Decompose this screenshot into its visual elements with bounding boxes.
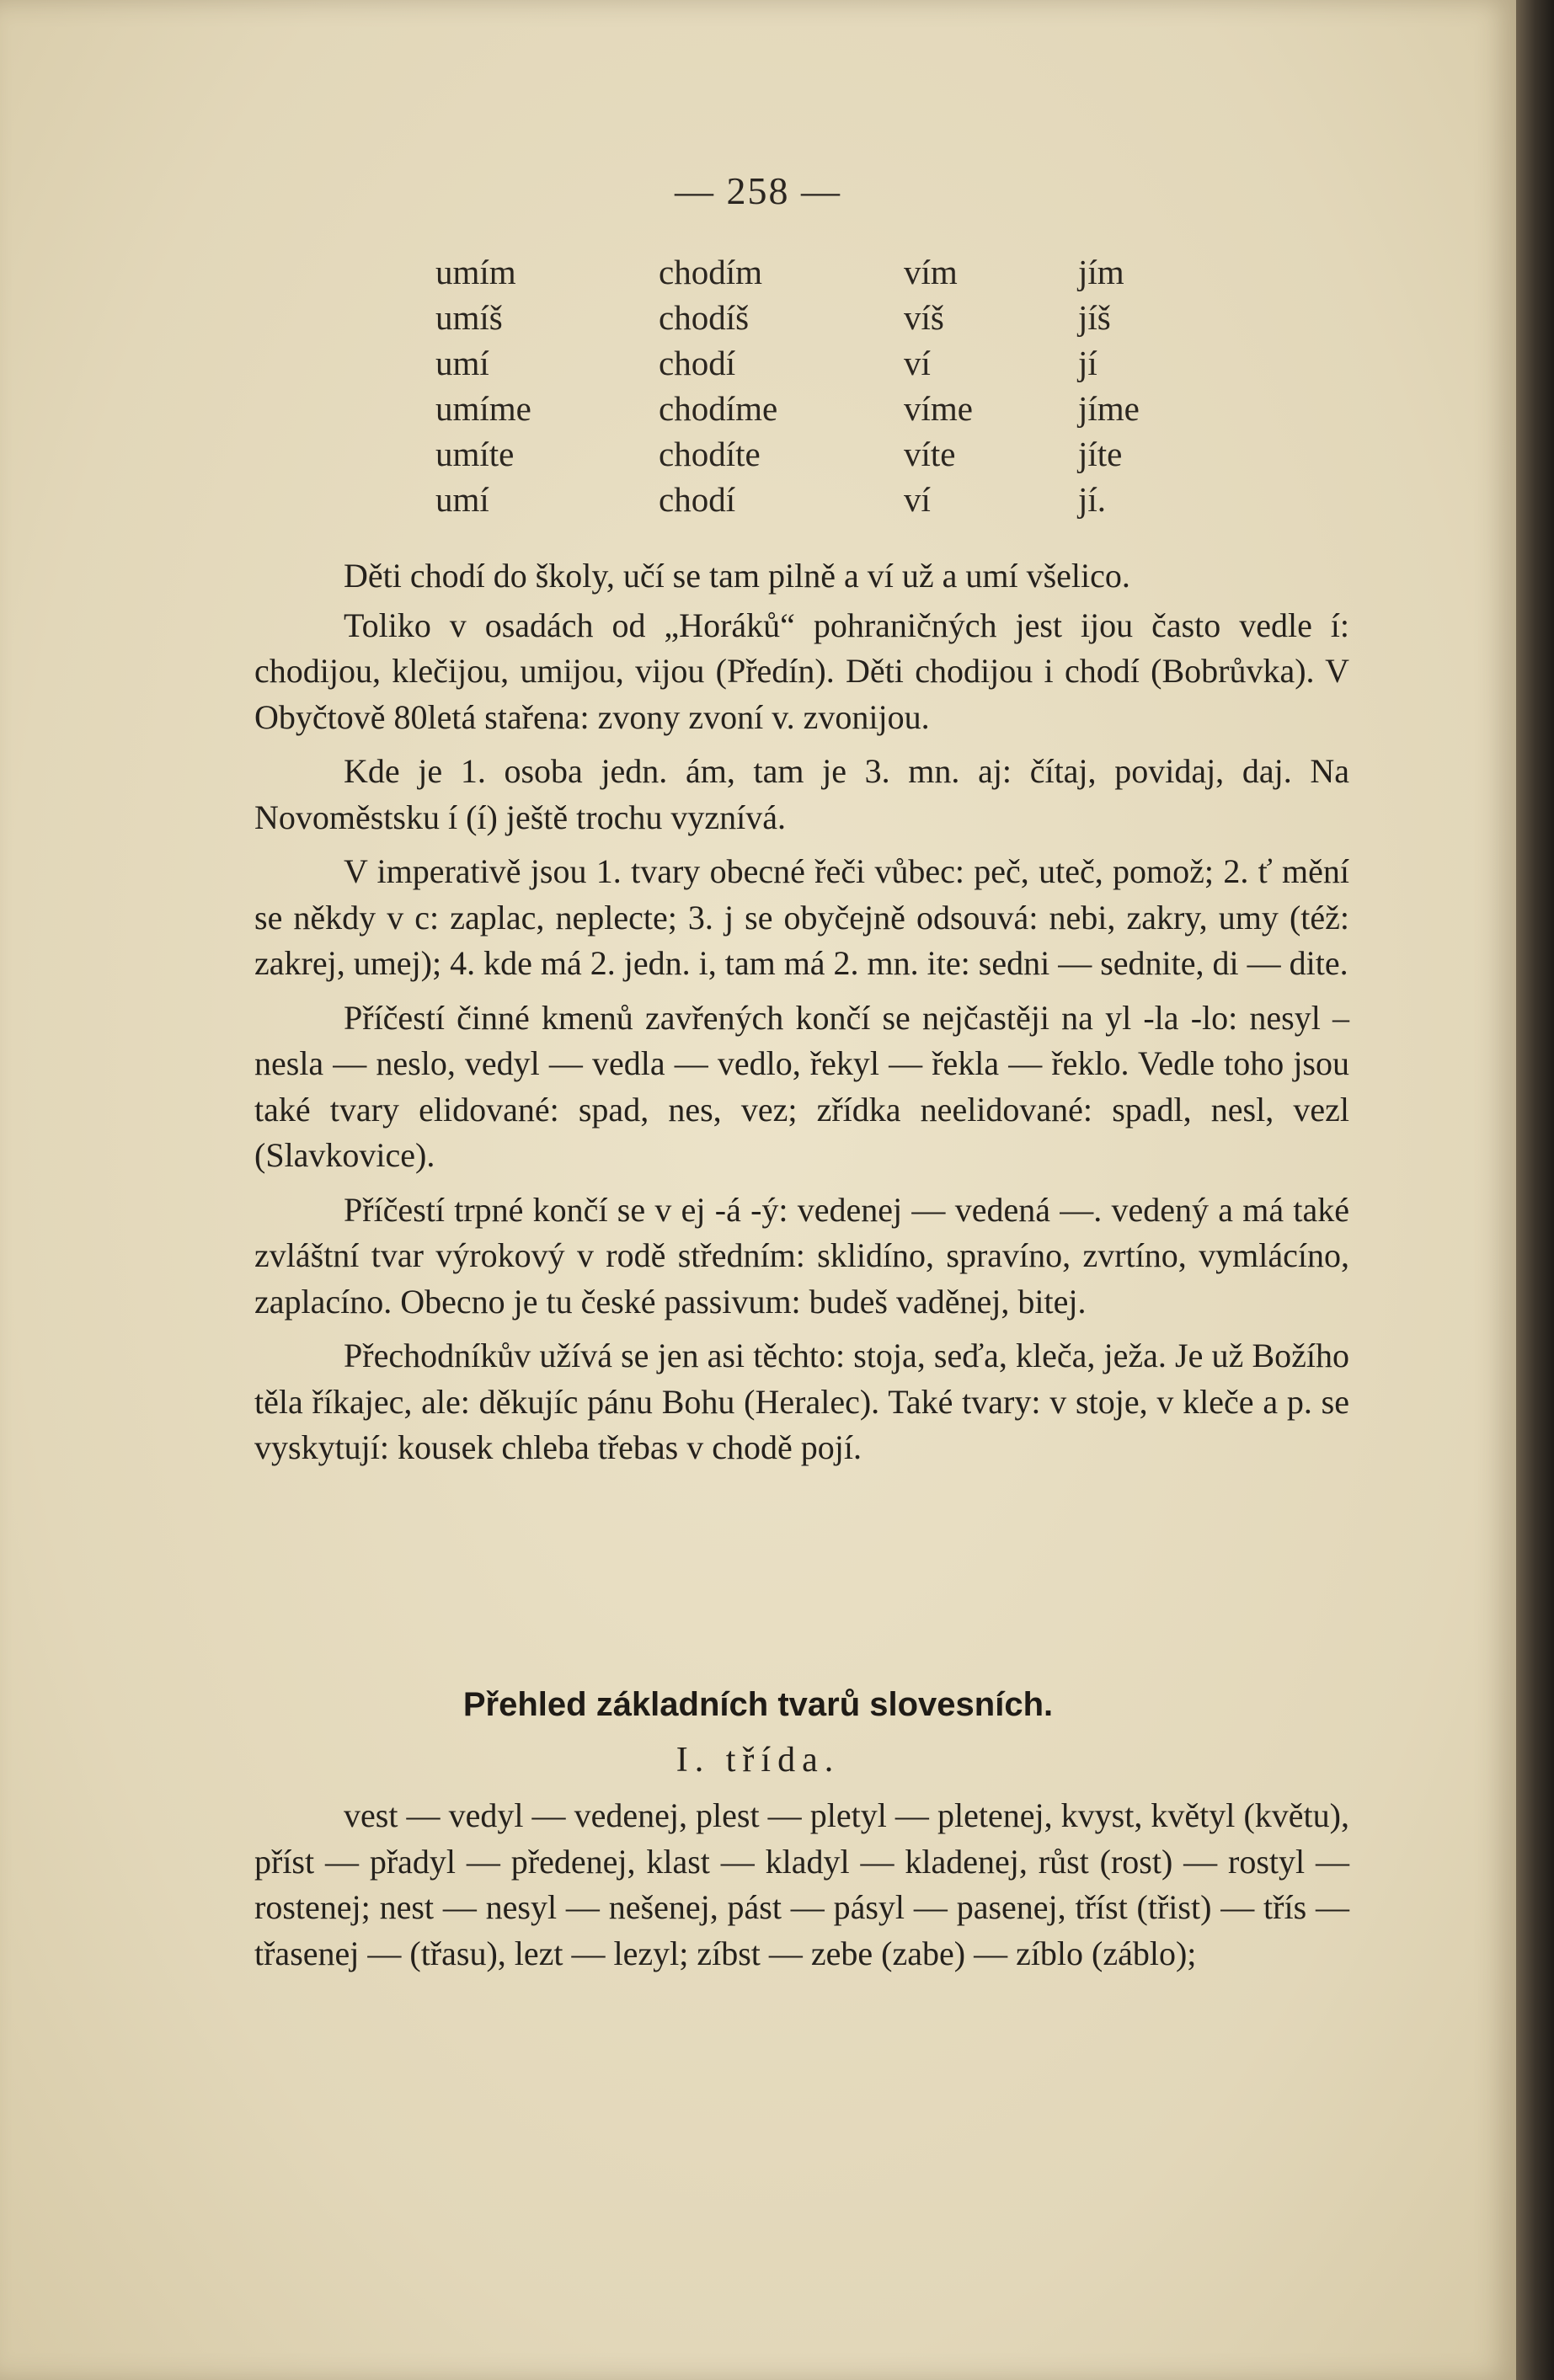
conjugation-cell: umíme — [435, 389, 531, 428]
paragraph: Toliko v osadách od „Horáků“ pohraničných jest ijou často vedle í: chodijou, klečijou, umijou, vijou (Předín). Děti chodijou i chodí (Bobrůvka). V Obyčtově 80letá stařena: zvony zvoní v. zvonijou. — [254, 606, 1349, 736]
conjugation-cell: víme — [904, 389, 973, 428]
conjugation-column-3 — [904, 249, 973, 522]
conjugation-cell: umím — [435, 253, 516, 291]
conjugation-cell: umíš — [435, 298, 503, 337]
body-text — [254, 553, 1349, 1480]
paragraph: Příčestí činné kmenů zavřených končí se nejčastěji na yl -la -lo: nesyl – nesla — neslo, vedyl — vedla — vedlo, řekyl — řekla — řeklo. Vedle toho jsou také tvary elidované: spad, nes, vez; zřídka neelidované: spadl, nesl, vezl (Slavkovice). — [254, 998, 1349, 1174]
conjugation-cell: chodím — [659, 253, 762, 291]
conjugation-column-4 — [1078, 249, 1140, 522]
conjugation-cell: umí — [435, 344, 489, 382]
paragraph: Příčestí trpné končí se v ej -á -ý: vedenej — vedená —. vedený a má také zvláštní tvar výrokový v rodě středním: sklidíno, spravíno, zvrtíno, vymlácíno, zaplacíno. Obecno je tu české passivum: budeš vaděnej, bitej. — [254, 1190, 1349, 1321]
conjugation-cell: jí — [1078, 344, 1097, 382]
body-text-class-one — [254, 1793, 1349, 1977]
conjugation-column-1 — [435, 249, 531, 522]
paragraph: vest — vedyl — vedenej, plest — pletyl — pletenej, kvyst, květyl (květu), příst — přadyl — předenej, klast — kladyl — kladenej, růst (rost) — rostyl — rostenej; nest — nesyl — nešenej, pást — pásyl — pasenej, tříst (třist) — třís — třasenej — (třasu), lezt — lezyl; zíbst — zebe (zabe) — zíblo (záblo); — [254, 1796, 1349, 1972]
paragraph: V imperativě jsou 1. tvary obecné řeči vůbec: peč, uteč, pomož; 2. ť mění se někdy v c: zaplac, neplecte; 3. j se obyčejně odsouvá: nebi, zakry, umy (též: zakrej, umej); 4. kde má 2. jedn. i, tam má 2. mn. ite: sedni — sednite, di — dite. — [254, 852, 1349, 982]
section-subheading: I. třída. — [676, 1741, 841, 1780]
conjugation-cell: jíme — [1078, 389, 1140, 428]
conjugation-cell: ví — [904, 344, 931, 382]
conjugation-cell: jíte — [1078, 435, 1123, 473]
conjugation-cell: chodíme — [659, 389, 778, 428]
conjugation-column-2 — [659, 249, 777, 522]
paragraph: Kde je 1. osoba jedn. ám, tam je 3. mn. aj: čítaj, povidaj, daj. Na Novoměstsku í (í) ještě trochu vyznívá. — [254, 752, 1349, 836]
conjugation-cell: víš — [904, 298, 944, 337]
conjugation-cell: chodí — [659, 480, 736, 519]
page-number: — 258 — — [675, 169, 841, 212]
conjugation-cell: jíš — [1078, 298, 1111, 337]
book-spine — [1516, 0, 1554, 2380]
conjugation-cell: chodíš — [659, 298, 750, 337]
conjugation-cell: chodíte — [659, 435, 761, 473]
conjugation-cell: umí — [435, 480, 489, 519]
conjugation-cell: víte — [904, 435, 956, 473]
conjugation-cell: ví — [904, 480, 931, 519]
conjugation-cell: jím — [1078, 253, 1124, 291]
paragraph: Přechodníkův užívá se jen asi těchto: stoja, seďa, kleča, ježa. Je už Božího těla říkajec, ale: děkujíc pánu Bohu (Heralec). Také tvary: v stoje, v kleče a p. se vyskytují: kousek chleba třebas v chodě pojí. — [254, 1337, 1349, 1466]
conjugation-cell: vím — [904, 253, 958, 291]
conjugation-cell: umíte — [435, 435, 515, 473]
conjugation-cell: jí. — [1078, 480, 1107, 519]
paragraph: Děti chodí do školy, učí se tam pilně a ví už a umí všelico. — [344, 557, 1130, 595]
conjugation-cell: chodí — [659, 344, 736, 382]
section-heading: Přehled základních tvarů slovesních. — [462, 1686, 1054, 1723]
